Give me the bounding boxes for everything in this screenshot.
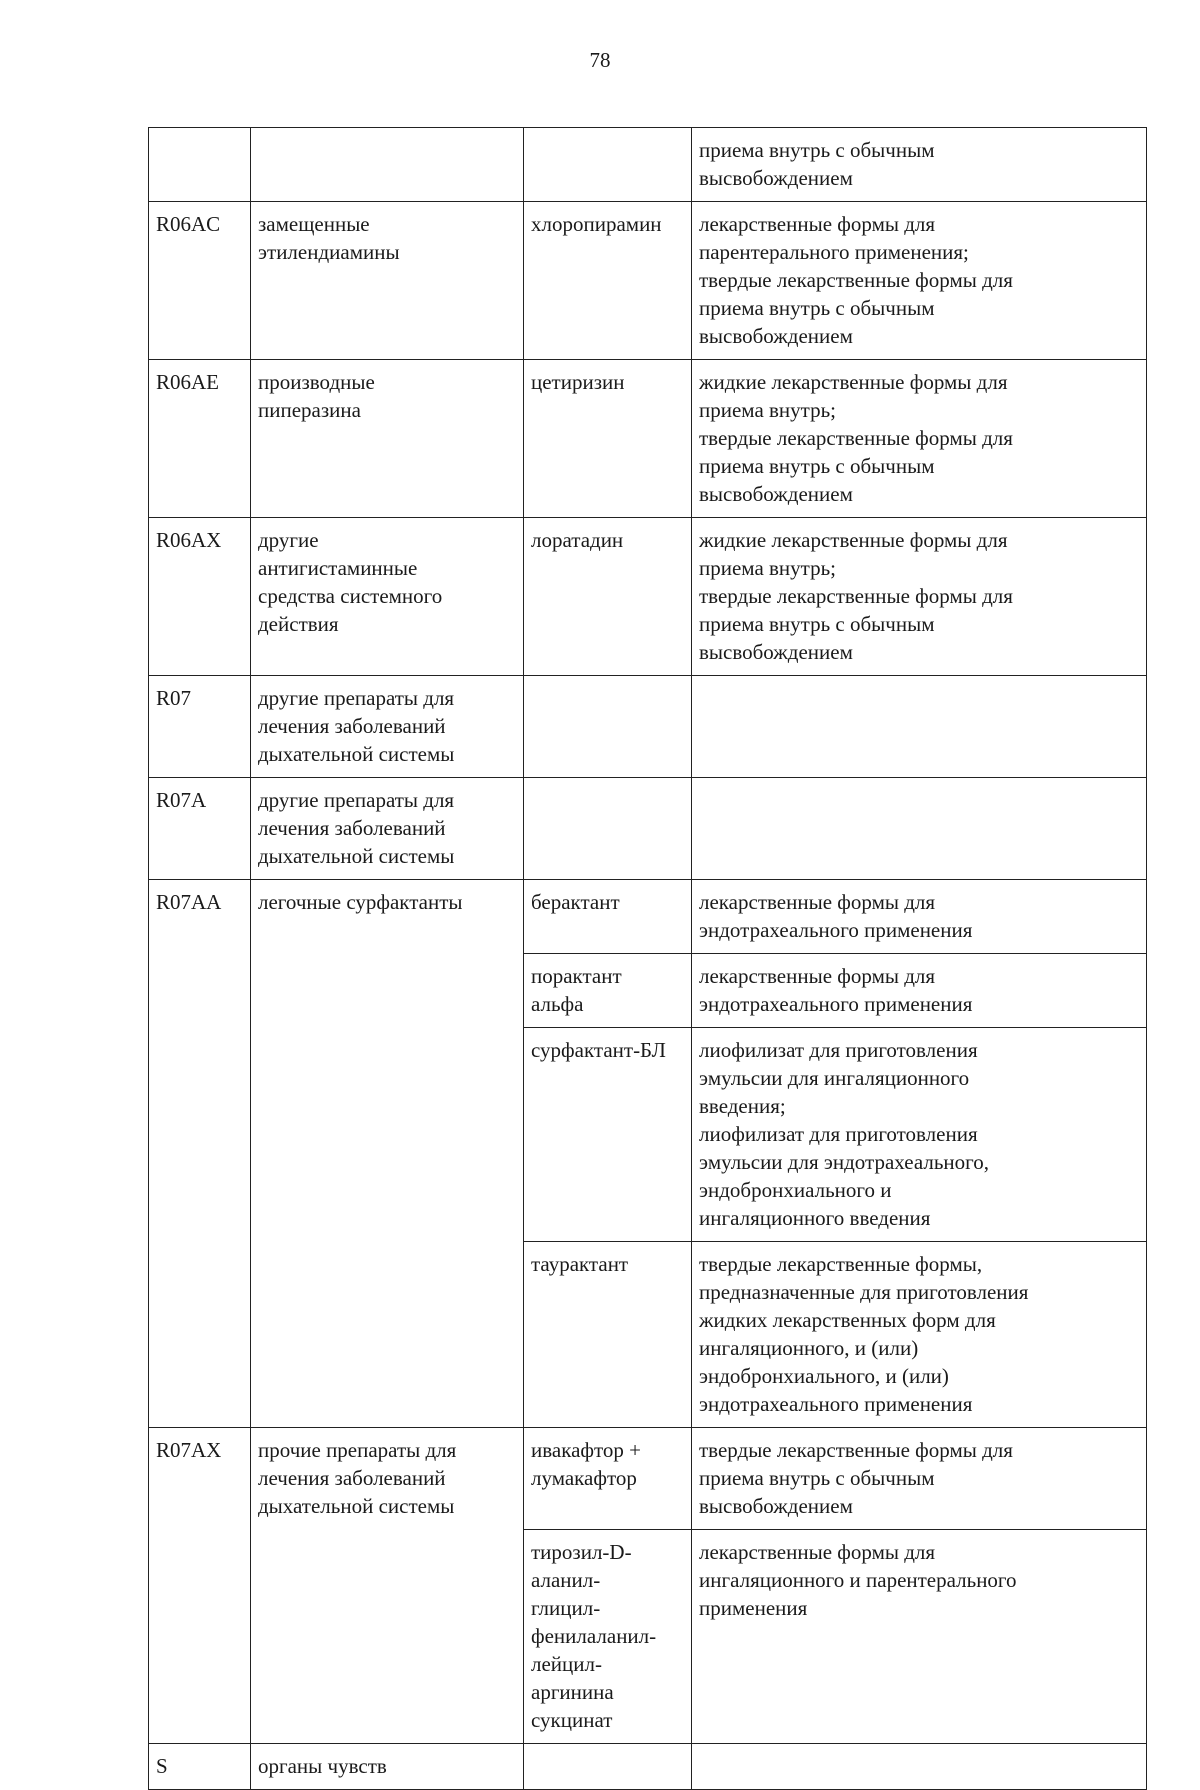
table-row	[149, 360, 1147, 518]
dosage-form-cell	[692, 1744, 1147, 1790]
atc-code-cell: R07A	[149, 778, 251, 880]
atc-code-cell: R07AA	[149, 880, 251, 1428]
table-row	[149, 1428, 1147, 1530]
page-number: 78	[589, 48, 611, 72]
group-name-cell: легочные сурфактанты	[251, 880, 524, 1428]
group-name-cell: другие препараты для лечения заболеваний дыхательной системы	[251, 676, 524, 778]
table-row	[149, 518, 1147, 676]
drug-name-cell: порактант альфа	[524, 954, 692, 1028]
drug-name-cell	[524, 778, 692, 880]
group-name-cell	[251, 128, 524, 202]
group-name-cell: органы чувств	[251, 1744, 524, 1790]
group-name-cell: производные пиперазина	[251, 360, 524, 518]
drug-name-cell: таурактант	[524, 1242, 692, 1428]
table-row	[149, 128, 1147, 202]
dosage-form-cell: лиофилизат для приготовления эмульсии для ингаляционного введения; лиофилизат для приготовления эмульсии для эндотрахеального, эндобронхиального и ингаляционного введения	[692, 1028, 1147, 1242]
atc-code-cell: R06AC	[149, 202, 251, 360]
drug-table	[148, 127, 1147, 1790]
dosage-form-cell: твердые лекарственные формы, предназначенные для приготовления жидких лекарственных форм для ингаляционного, и (или) эндобронхиального, и (или) эндотрахеального применения	[692, 1242, 1147, 1428]
dosage-form-cell	[692, 778, 1147, 880]
dosage-form-cell: лекарственные формы для эндотрахеального применения	[692, 880, 1147, 954]
group-name-cell: прочие препараты для лечения заболеваний дыхательной системы	[251, 1428, 524, 1744]
atc-code-cell: R07AX	[149, 1428, 251, 1744]
dosage-form-cell: лекарственные формы для эндотрахеального применения	[692, 954, 1147, 1028]
atc-code-cell: R06AE	[149, 360, 251, 518]
drug-name-cell: сурфактант-БЛ	[524, 1028, 692, 1242]
drug-name-cell: берактант	[524, 880, 692, 954]
dosage-form-cell	[692, 676, 1147, 778]
dosage-form-cell: жидкие лекарственные формы для приема внутрь; твердые лекарственные формы для приема внутрь с обычным высвобождением	[692, 518, 1147, 676]
drug-name-cell: хлоропирамин	[524, 202, 692, 360]
dosage-form-cell: жидкие лекарственные формы для приема внутрь; твердые лекарственные формы для приема внутрь с обычным высвобождением	[692, 360, 1147, 518]
drug-name-cell	[524, 1744, 692, 1790]
drug-name-cell: цетиризин	[524, 360, 692, 518]
dosage-form-cell: лекарственные формы для ингаляционного и парентерального применения	[692, 1530, 1147, 1744]
atc-code-cell: R06AX	[149, 518, 251, 676]
drug-name-cell: тирозил-D- аланил- глицил- фенилаланил- лейцил- аргинина сукцинат	[524, 1530, 692, 1744]
group-name-cell: другие антигистаминные средства системного действия	[251, 518, 524, 676]
dosage-form-cell: приема внутрь с обычным высвобождением	[692, 128, 1147, 202]
table-row	[149, 202, 1147, 360]
dosage-form-cell: твердые лекарственные формы для приема внутрь с обычным высвобождением	[692, 1428, 1147, 1530]
atc-code-cell: R07	[149, 676, 251, 778]
group-name-cell: другие препараты для лечения заболеваний дыхательной системы	[251, 778, 524, 880]
drug-name-cell: ивакафтор + лумакафтор	[524, 1428, 692, 1530]
dosage-form-cell: лекарственные формы для парентерального применения; твердые лекарственные формы для приема внутрь с обычным высвобождением	[692, 202, 1147, 360]
table-row	[149, 676, 1147, 778]
atc-code-cell	[149, 128, 251, 202]
drug-name-cell: лоратадин	[524, 518, 692, 676]
group-name-cell: замещенные этилендиамины	[251, 202, 524, 360]
drug-name-cell	[524, 676, 692, 778]
drug-name-cell	[524, 128, 692, 202]
table-row	[149, 880, 1147, 954]
atc-code-cell: S	[149, 1744, 251, 1790]
table-row	[149, 1744, 1147, 1790]
table-row	[149, 778, 1147, 880]
